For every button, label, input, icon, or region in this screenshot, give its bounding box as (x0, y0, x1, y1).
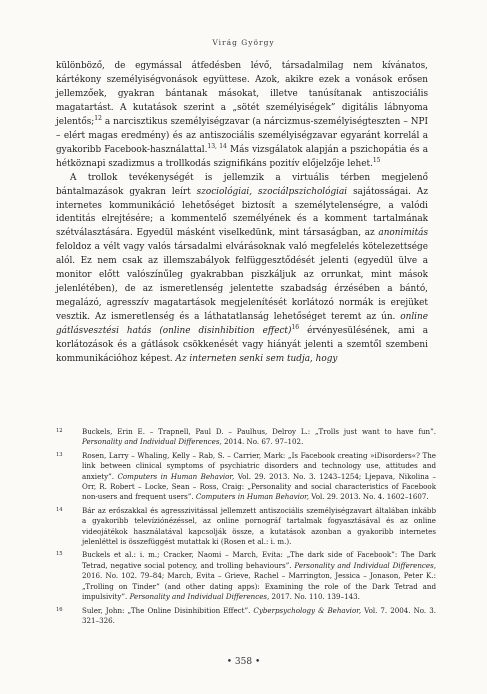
footnote-14: 14 Bár az erőszakkal és agresszivitással jellemzett antiszociális személyiségzavart általában inkább a gyakoribb televíziónézéssel, az online pornográf tartalmak fogyasztásával és az online videojátékok használatával kapcsolják össze, a kutatások azonban a gyakoribb internetes jelenléttel is összefüggést mutattak ki (Rosen et al.: i. m.). (56, 505, 436, 547)
footnote-ref[interactable]: 13, 14 (207, 142, 227, 150)
running-header: Virág György (212, 38, 275, 47)
footnotes (56, 427, 436, 629)
footnote-number: 15 (56, 551, 63, 558)
page-number: • 358 • (226, 657, 261, 667)
footnote-number: 13 (56, 451, 63, 458)
footnote-number: 12 (56, 428, 63, 434)
footnote-13: 13 Rosen, Larry – Whaling, Kelly – Rab, S. – Carrier, Mark: „Is Facebook creating »iDisorders«? The link between clinical symptoms of psychiatric disorders and technology use, attitudes and anxiety”. Computers in Human Behavior, Vol. 29. 2013. No. 3. 1243–1254; Ljepava, Nikolina – Orr, R. Robert – Locke, Sean – Ross, Craig: „Personality and social characteristics of Facebook non-users and frequent users”. Computers in Human Behavior, Vol. 29. 2013. No. 4. 1602–1607. (56, 450, 436, 502)
footnote-16: 16 Suler, John: „The Online Disinhibition Effect”. Cyberpsychology & Behavior, Vol. 7. 2004. No. 3. 321–326. (56, 605, 436, 625)
footnote-number: 14 (56, 506, 63, 513)
footnote-ref[interactable]: 15 (372, 156, 381, 164)
footnote-12: 12 Buckels, Erin E. – Trapnell, Paul D. – Paulhus, Delroy L.: „Trolls just want to have fun”. Personality and Individual Differences, 2014. No. 67. 97–102. (56, 427, 436, 447)
footnote-number: 16 (56, 606, 63, 613)
main-text (56, 60, 428, 367)
footnote-15: 15 Buckels et al.: i. m.; Cracker, Naomi – March, Evita: „The dark side of Facebook”: The Dark Tetrad, negative social potency, and trolling behaviours”. Personality and Individual Differences, 2016. No. 102. 79–84; March, Evita – Grieve, Rachel – Marrington, Jessica – Jonason, Peter K.: „Trolling on Tinder” (and other dating apps): Examining the role of the Dark Tetrad and impulsivity”. Personality and Individual Differences, 2017. No. 110. 139–143. (56, 550, 436, 602)
footnote-ref[interactable]: 12 (94, 114, 102, 122)
footnote-ref[interactable]: 16 (291, 324, 300, 332)
paragraph-2: A trollok tevékenységét is jellemzik a virtuális térben megjelenő bántalmazások gyakran leírt szociológiai, szociálpszichológiai sajátosságai. Az internetes kommunikáció lehetőséget biztosít a személytelenségre, a valódi identitás elrejtésére; a kommentelő személyének és a komment tartalmának szétválasztására. Egyedül másként viselkedünk, mint társaságban, az anonimitás feloldoz a vélt vagy valós társadalmi elvárásoknak való megfelelés kötelezettsége alól. Ez nem csak az illemszabályok felfüggesztődését jelenti (egyedül ülve a monitor előtt valószínűleg gyakrabban piszkáljuk az orrunkat, mint mások jelenlétében), de az ismeretlenség jelentette szabadság érzésében a bántó, megalázó, agresszív magatartások megjelenítését korlátozó normák is erejüket vesztik. Az ismeretlenség és a láthatatlanság lehetőséget teremt az ún. online gátlásvesztési hatás (online disinhibition effect)$^{16}$ érvényesülésének, ami a korlátozások és a gátlások csökkenését vagy hiányát jelenti a szemtől szembeni kommunikációhoz képest. Az interneten senki sem tudja, hogy (56, 172, 429, 365)
paragraph-1: különböző, de egymással átfedésben lévő, társadalmilag nem kívánatos, kártékony személyiségvonások együttese. Azok, akikre ezek a vonások erősen jellemzőek, gyakran bántanak másokat, illetve tanúsítanak antiszociális magatartást. A kutatások szerint a „sötét személyiségek” digitális lábnyoma jelentős;$^{12}$ a narcisztikus személyiségzavar (a nárcizmus-személyiségteszten – NPI – elért magas eredmény) és az antiszociális személyiségzavar egyaránt korrelál a gyakoribb Facebook-használattal.$^{13, 14}$ Más vizsgálatok alapján a pszichopátia és a hétköznapi szadizmus a trollkodás szignifikáns pozitív előjelzője lehet.$^{15}$ (56, 61, 428, 169)
